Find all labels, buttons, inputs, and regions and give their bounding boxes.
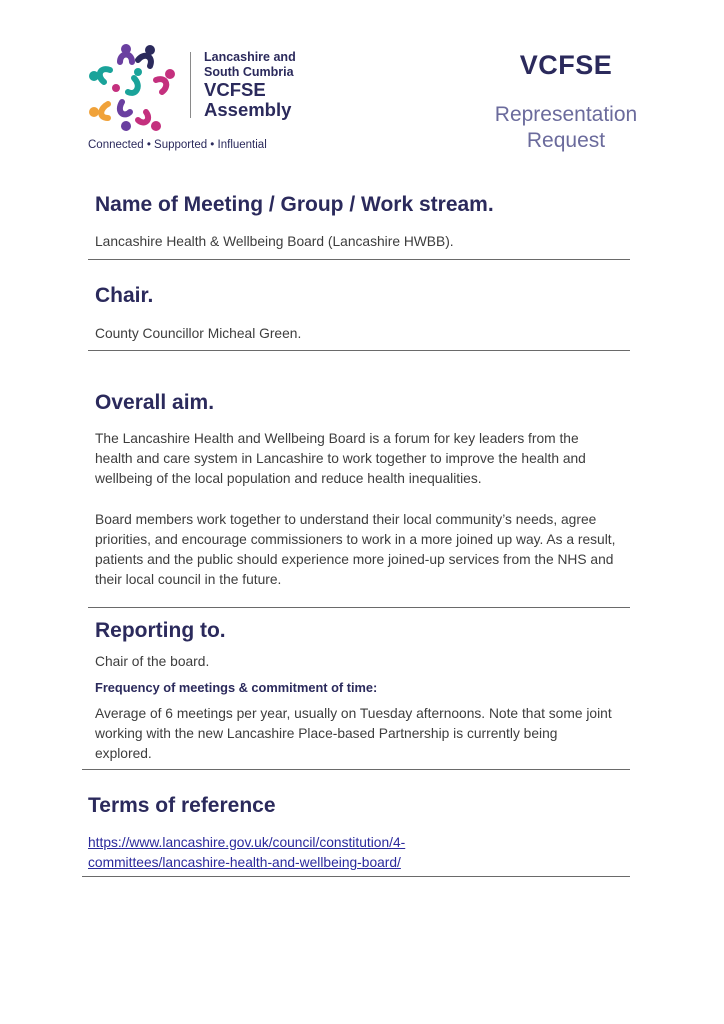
chair-heading: Chair.	[95, 284, 154, 307]
section-divider	[82, 876, 630, 877]
logo-line-1: Lancashire and	[204, 50, 296, 64]
section-divider	[88, 350, 630, 351]
aim-paragraph-2: Board members work together to understand their local community’s needs, agree priorities, and encourage commissioners to work in a more joined up way. As a result, patients and the public should experience more joined-up services from the NHS and their local council in the future.	[95, 511, 616, 588]
page-subtitle-line-2: Request	[526, 129, 606, 152]
frequency-heading: Frequency of meetings & commitment of time:	[95, 680, 378, 695]
page-subtitle-line-1: Representation	[494, 103, 638, 126]
aim-heading: Overall aim.	[95, 391, 215, 414]
logo-figures-icon	[86, 42, 178, 132]
logo-line-2: South Cumbria	[204, 65, 294, 79]
reporting-heading: Reporting to.	[95, 619, 226, 642]
logo-divider	[190, 52, 191, 118]
terms-link[interactable]	[88, 833, 528, 873]
logo-wordmark	[204, 50, 296, 120]
logo-line-3: VCFSE	[204, 79, 266, 100]
meeting-heading: Name of Meeting / Group / Work stream.	[95, 193, 494, 216]
section-divider	[82, 769, 630, 770]
terms-link-line-2[interactable]: committees/lancashire-health-and-wellbeing-board/	[88, 855, 401, 871]
logo-tagline: Connected • Supported • Influential	[88, 139, 267, 151]
aim-body	[95, 429, 619, 590]
section-divider	[88, 607, 630, 608]
page-title: VCFSE	[519, 50, 613, 80]
frequency-value: Average of 6 meetings per year, usually on Tuesday afternoons. Note that some joint working with the new Lancashire Place-based Partnership is currently being explored.	[95, 706, 612, 762]
meeting-value: Lancashire Health & Wellbeing Board (Lancashire HWBB).	[95, 234, 454, 249]
aim-paragraph-1: The Lancashire Health and Wellbeing Board is a forum for key leaders from the health and care system in Lancashire to work together to improve the health and wellbeing of the local population and reduce health inequalities.	[95, 431, 586, 487]
terms-heading: Terms of reference	[88, 794, 276, 817]
section-divider	[88, 259, 630, 260]
page-subtitle	[466, 102, 666, 154]
reporting-value: Chair of the board.	[95, 654, 210, 669]
terms-link-line-1[interactable]: https://www.lancashire.gov.uk/council/constitution/4-	[88, 835, 406, 850]
logo-line-4: Assembly	[204, 99, 292, 120]
chair-value: County Councillor Micheal Green.	[95, 326, 302, 341]
